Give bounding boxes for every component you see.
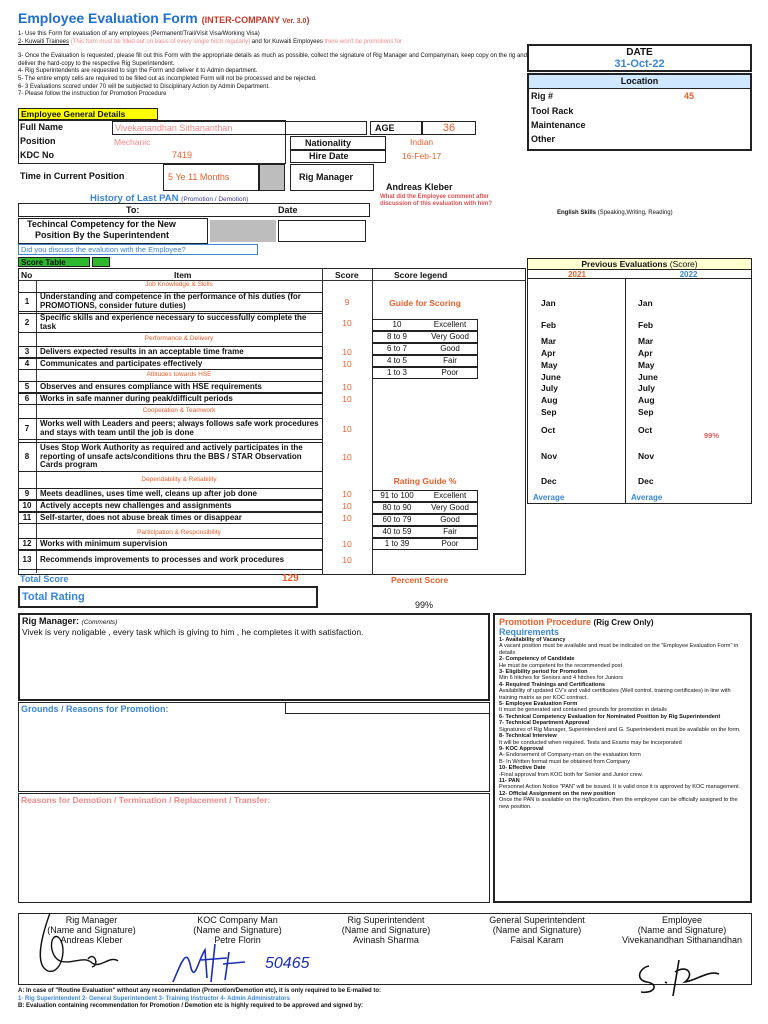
rating-guide-title: Rating Guide % xyxy=(393,476,457,486)
grounds-promotion[interactable]: Grounds / Reasons for Promotion: xyxy=(18,702,490,792)
average-2022: Average xyxy=(631,493,663,502)
legend-range: 4 to 5 xyxy=(386,356,407,365)
promotion-line: 7- Technical Department Approval xyxy=(499,720,590,727)
promotion-line: 1- Availability of Vacancy xyxy=(499,637,566,643)
item-number: 6 xyxy=(24,394,30,403)
age-field[interactable]: 36 xyxy=(422,121,476,135)
total-score-label: Total Score xyxy=(20,574,69,584)
company-man-signature xyxy=(165,938,325,990)
form-title: Employee Evaluation Form (INTER-COMPANY Ver. 3.0) xyxy=(18,10,310,26)
signature-role: KOC Company Man xyxy=(197,915,278,925)
kdc-label: KDC No xyxy=(20,150,54,160)
month-label-2021: Sep xyxy=(541,407,557,417)
item-number: 3 xyxy=(24,347,30,356)
month-label-2021: May xyxy=(541,360,558,370)
position-field[interactable]: Mechanic xyxy=(114,137,151,147)
item-score[interactable]: 10 xyxy=(342,318,352,328)
legend-range: 80 to 90 xyxy=(382,503,412,512)
location-box: Location Rig # 45 Tool Rack Maintenance Other xyxy=(527,73,752,151)
signature-name: Andreas Kleber xyxy=(60,935,123,945)
average-2021: Average xyxy=(533,493,565,502)
full-name-field[interactable]: Vivekanandhan Sithananthan xyxy=(112,121,367,135)
col-legend: Score legend xyxy=(394,269,448,280)
pan-to-label: To: xyxy=(126,205,140,215)
rig-manager-comments[interactable]: Rig Manager: (Comments) Vivek is very noligable , every task which is giving to him , he completes it with satisfaction. xyxy=(18,613,490,701)
legend-grade: Poor xyxy=(441,539,459,548)
total-rating-pct: 99% xyxy=(415,600,434,610)
month-label-2021: Nov xyxy=(541,451,558,461)
signature-role: Rig Superintendent xyxy=(347,915,425,925)
signature-sub: (Name and Signature) xyxy=(341,925,431,935)
promotion-line: He must be competent for the recommended post xyxy=(499,662,623,669)
month-label-2022: Aug xyxy=(638,395,655,405)
promotion-line: It must be generated and contained grounds for promotion in details xyxy=(499,707,667,714)
legend-range: 8 to 9 xyxy=(386,332,407,341)
item-text: Works with minimum supervision xyxy=(40,538,168,548)
item-number: 8 xyxy=(24,452,30,461)
grounds-cell xyxy=(285,702,490,714)
item-number: 13 xyxy=(22,555,32,564)
grey-cell xyxy=(259,164,285,191)
instructions: 1- Use this Form for evaluation of any employees (Permanent/Trail/Visit Visa/Working Visa) 2- Kuwaiti Trainees (This form must be filled out on basis of every single hitch regularly) and for Kuwaiti Employees there won't be promotions for 3- Once the Evaluation is requested, please fill out this Form with the appropriate details as much as possible, collect the signature of Rig Manager and Companyman, keep copy on the rig and deliver the hard-copy to the respective Rig Superintendent. 4- Rig Superintendents are requested to sign the Form and deliver it to Admin department. 5- The entire empty cells are required to be filled out as incompleted Form will not be processed and be rejected. 6- 3 Evaluations scored under 70 will be subjected to Disciplinary Action by Admin Department. 7- Please follow the instruction for Promotion Procedure xyxy=(18,31,527,98)
item-number: 1 xyxy=(24,297,30,306)
promotion-line: Min 6 hitches for Seniors and 4 hitches for Juniors xyxy=(499,675,624,682)
promotion-line: 10- Effective Date xyxy=(499,765,546,772)
age-label: AGE xyxy=(370,121,422,135)
month-label-2021: Apr xyxy=(541,348,556,358)
footer-list: 1- Rig Superintendent 2- General Superintendent 3- Training Instructor 4- Admin Administrators xyxy=(18,995,290,1002)
promotion-line: Signatures of Rig Manager, Superintendent and G. Superintendent must be available on the form. xyxy=(499,726,741,733)
month-label-2022: Nov xyxy=(638,451,655,461)
item-score[interactable]: 10 xyxy=(342,382,352,392)
item-score[interactable]: 10 xyxy=(342,359,352,369)
grey-cell-2 xyxy=(210,220,276,242)
legend-grade: Very Good xyxy=(431,503,469,512)
time-position-field[interactable]: 5 Ye 11 Months xyxy=(163,164,259,191)
promotion-line: It will be conducted when required. Tests and Exams may be incorporated xyxy=(499,739,682,746)
item-score[interactable]: 10 xyxy=(342,452,352,462)
promotion-line: 9- KOC Approval xyxy=(499,745,544,752)
signature-block[interactable] xyxy=(462,915,612,945)
promotion-line: 2- Competency of Candidate xyxy=(499,656,575,663)
promotion-line: A vacant position must be available and must be indicated on the "Employee Evaluation Form" in details xyxy=(499,643,739,656)
item-number: 10 xyxy=(22,501,32,510)
item-score[interactable]: 9 xyxy=(344,297,350,307)
promotion-line: 8- Technical Interview xyxy=(499,733,557,740)
signature-sub: (Name and Signature) xyxy=(47,925,136,935)
promotion-line: Personnel Action Notice "PAN" will be issued. It is valid once it is approved by KOC management. xyxy=(499,784,741,791)
section-heading: Participation & Responsibility xyxy=(137,529,221,536)
total-score-value: 129 xyxy=(282,573,299,584)
promotion-line: 5- Employee Evaluation Form xyxy=(499,701,578,708)
month-label-2022: Apr xyxy=(638,348,653,358)
item-text: Self-starter, does not abuse break times or disappear xyxy=(40,512,242,522)
promotion-line: 11- PAN xyxy=(499,777,520,784)
item-score[interactable]: 10 xyxy=(342,424,352,434)
legend-range: 10 xyxy=(392,320,402,329)
pan-row xyxy=(18,203,370,217)
month-label-2022: Oct xyxy=(638,425,653,435)
month-label-2021: Mar xyxy=(541,336,557,346)
month-label-2021: Oct xyxy=(541,425,556,435)
kdc-field[interactable]: 7419 xyxy=(172,150,193,160)
legend-range: 40 to 59 xyxy=(382,527,412,536)
signature-sub: (Name and Signature) xyxy=(637,925,727,935)
signature-name: Faisal Karam xyxy=(510,935,564,945)
promotion-line: B- In Written format must be obtained from Company xyxy=(499,758,631,765)
item-score[interactable]: 10 xyxy=(342,513,352,523)
month-label-2021: June xyxy=(541,372,561,382)
month-label-2021: Jan xyxy=(541,298,556,308)
legend-range: 1 to 3 xyxy=(386,368,407,377)
month-label-2022: Sep xyxy=(638,407,654,417)
signature-role: Rig Manager xyxy=(65,915,118,925)
promotion-procedure: Promotion Procedure (Rig Crew Only) Requirements 1- Availability of Vacancy A vacant position must be available and must be indicated on the "Employee Evaluation Form" in details 2- Competency of Candidate He must be competent for the recommended post 3- Eligibility period for Promotion Min 6 hitches for Seniors and 4 hitches for Juniors 4- Required Trainings and Certifications Availability of updated CV's and valid certificates (Well control, training certificates) in line with training matrix as per KOC contract. 5- Employee Evaluation Form It must be generated and contained grounds for promotion in details 6- Technical Competency Evaluation for Nominated Position by Rig Superintendent 7- Technical Department Approval Signatures of Rig Manager, Superintendent and G. Superintendent must be available on the form. 8- Technical Interview It will be conducted when required. Tests and Exams may be incorporated 9- KOC Approval A- Endorsement of Company-man on the evaluation form B- In Written format must be obtained from Company 10- Effective Date -Final approval from KOC both for Senior and Junior crew. 11- PAN Personnel Action Notice "PAN" will be issued. It is valid once it is approved by KOC management. 12- Official Assignment on the new position Once the PAN is available on the rig/location, then the employee can be officially assigned to the new position. xyxy=(493,613,752,903)
month-label-2022: June xyxy=(638,372,658,382)
month-label-2022: Dec xyxy=(638,476,654,486)
signature-role: Employee xyxy=(661,915,703,925)
item-text: Works in safe manner during peak/difficult periods xyxy=(40,393,233,403)
signature-role: General Superintendent xyxy=(489,915,585,925)
divider xyxy=(625,279,626,504)
hire-date-field[interactable]: 16-Feb-17 xyxy=(402,151,442,161)
signature-block[interactable] xyxy=(310,915,462,945)
footer xyxy=(18,988,752,1011)
legend-grade: Poor xyxy=(441,368,459,377)
col-item: Item xyxy=(174,269,192,280)
company-man-note: 50465 xyxy=(265,955,310,972)
month-label-2022: Feb xyxy=(638,320,654,330)
item-text: Recommends improvements to processes and work procedures xyxy=(40,554,285,564)
item-text: Meets deadlines, uses time well, cleans up after job done xyxy=(40,488,257,498)
legend-grade: Good xyxy=(440,344,460,353)
score-table-swatch xyxy=(92,257,110,267)
year-2022: 2022 xyxy=(679,270,698,279)
tech-competency: Techincal Competency for the New Position By the Superintendent xyxy=(18,218,208,244)
score-table-label: Score Table xyxy=(18,257,90,267)
item-text: Observes and ensures compliance with HSE requirements xyxy=(40,381,262,391)
signature-sub: (Name and Signature) xyxy=(193,925,282,935)
item-text: Understanding and competence in the performance of his duties (for PROMOTIONS, consider future duties) xyxy=(40,292,301,310)
discussion-question: Did you discuss the evalution with the Employee? xyxy=(18,244,258,255)
month-label-2021: Aug xyxy=(541,395,558,405)
general-details-header: Employee General Details xyxy=(18,108,158,120)
month-label-2022: July xyxy=(638,383,656,393)
month-label-2021: Feb xyxy=(541,320,557,330)
item-score[interactable]: 10 xyxy=(342,347,352,357)
legend-range: 1 to 39 xyxy=(384,539,410,548)
item-score[interactable]: 10 xyxy=(342,489,352,499)
item-score[interactable]: 10 xyxy=(342,555,352,565)
oct-2022-score: 99% xyxy=(704,431,720,440)
pan-history: History of Last PAN (Promotion / Demotion) xyxy=(90,193,249,204)
item-number: 9 xyxy=(24,489,30,498)
legend-grade: Very Good xyxy=(431,332,469,341)
footer-b: B: Evaluation containing recommendation for Promotion / Demotion etc is highly required to be approved and signed by: xyxy=(18,1003,364,1009)
item-number: 11 xyxy=(22,513,32,522)
col-score: Score xyxy=(335,269,359,280)
footer-a: A: In case of "Routine Evaluation" without any recommendation (Promotion/Demotion etc), it is only required to be E-mailed to: xyxy=(18,988,382,994)
promotion-line: 6- Technical Competency Evaluation for Nominated Position by Rig Superintendent xyxy=(499,713,721,720)
item-score[interactable]: 10 xyxy=(342,539,352,549)
promotion-line: 4- Required Trainings and Certifications xyxy=(499,681,605,688)
month-label-2022: May xyxy=(638,360,655,370)
section-heading: Job Knowledge & Skills xyxy=(145,281,213,288)
promotion-line: -Final approval from KOC both for Senior and Junior crew. xyxy=(499,771,643,778)
percent-score-label: Percent Score xyxy=(391,575,449,585)
legend-grade: Fair xyxy=(443,527,457,536)
item-score[interactable]: 10 xyxy=(342,394,352,404)
signature-block[interactable] xyxy=(612,915,752,945)
item-number: 4 xyxy=(24,359,30,368)
month-label-2022: Jan xyxy=(638,298,653,308)
item-number: 2 xyxy=(24,318,30,327)
signature-name: Vivekanandhan Sithanandhan xyxy=(622,935,742,945)
section-heading: Cooperation & Teamwork xyxy=(142,407,216,414)
item-number: 7 xyxy=(24,424,30,433)
legend-range: 6 to 7 xyxy=(386,344,407,353)
full-name-label: Full Name xyxy=(20,122,64,132)
tech-competency-field[interactable] xyxy=(278,220,366,242)
item-text: Works well with Leaders and peers; always follows safe work procedures and stays with team until the job is done xyxy=(40,419,319,437)
nationality-field[interactable]: Indian xyxy=(410,137,434,147)
legend-range: 91 to 100 xyxy=(380,491,414,500)
pan-date-label: Date xyxy=(278,205,298,215)
time-position-label: Time in Current Position xyxy=(20,171,125,181)
legend-grade: Excellent xyxy=(433,491,467,500)
item-text: Uses Stop Work Authority as required and actively participates in the reporting of unsafe acts/conditions thru the BBS / STAR Observation Cards program xyxy=(40,443,303,470)
promotion-line: A- Endorsement of Company-man on the evaluation form xyxy=(499,752,641,759)
promotion-line: Once the PAN is available on the rig/location, then the employee can be officially assigned to the new position. xyxy=(499,797,738,810)
month-label-2021: Dec xyxy=(541,476,557,486)
promotion-line: 3- Eligibility period for Promotion xyxy=(499,669,588,676)
item-text: Specific skills and experience necessary to successfully complete the task xyxy=(40,313,307,331)
legend-grade: Excellent xyxy=(433,320,467,329)
prev-title: Previous Evaluations (Score) xyxy=(528,259,751,270)
section-heading: Performance & Delivery xyxy=(144,335,214,342)
signature-name: Petre Florin xyxy=(214,935,261,945)
position-label: Position xyxy=(20,136,56,146)
item-number: 5 xyxy=(24,382,30,391)
employee-comment-question: What did the Employee comment after discussion of this evaluation with him? xyxy=(380,194,493,207)
legend-grade: Good xyxy=(440,515,460,524)
english-skills: English Skills (Speaking,Writing, Reading) xyxy=(557,210,673,216)
guide-scoring-title: Guide for Scoring xyxy=(389,298,461,308)
year-2021: 2021 xyxy=(568,270,586,279)
col-no: No xyxy=(21,269,33,280)
promotion-line: 12- Official Assignment on the new position xyxy=(499,790,616,797)
month-label-2021: July xyxy=(541,383,559,393)
promotion-line: Availability of updated CV's and valid certificates (Well control, training certificates) in line with training matrix as per KOC contract. xyxy=(499,688,731,701)
rig-manager-signature xyxy=(28,905,138,985)
section-heading: Attitudes towards HSE xyxy=(146,371,212,378)
legend-range: 60 to 79 xyxy=(382,515,412,524)
item-score[interactable]: 10 xyxy=(342,501,352,511)
reasons-demotion[interactable]: Reasons for Demotion / Termination / Replacement / Transfer: xyxy=(18,793,490,903)
signature-sub: (Name and Signature) xyxy=(492,925,582,935)
date-box: DATE 31-Oct-22 xyxy=(527,44,752,72)
rig-manager-label: Rig Manager xyxy=(290,164,374,191)
legend-grade: Fair xyxy=(443,356,457,365)
hire-date-label: Hire Date xyxy=(290,150,386,163)
item-text: Communicates and participates effectively xyxy=(40,358,203,368)
month-label-2022: Mar xyxy=(638,336,654,346)
item-text: Delivers expected results in an acceptable time frame xyxy=(40,346,244,356)
total-rating-box: Total Rating xyxy=(18,586,318,608)
signature-name: Avinash Sharma xyxy=(353,935,419,945)
item-text: Actively accepts new challenges and assignments xyxy=(40,500,232,510)
section-heading: Dependability & Reliability xyxy=(141,476,217,483)
rig-manager-name: Andreas Kleber xyxy=(386,182,453,192)
nationality-label: Nationality xyxy=(290,136,386,150)
item-number: 12 xyxy=(22,539,32,548)
